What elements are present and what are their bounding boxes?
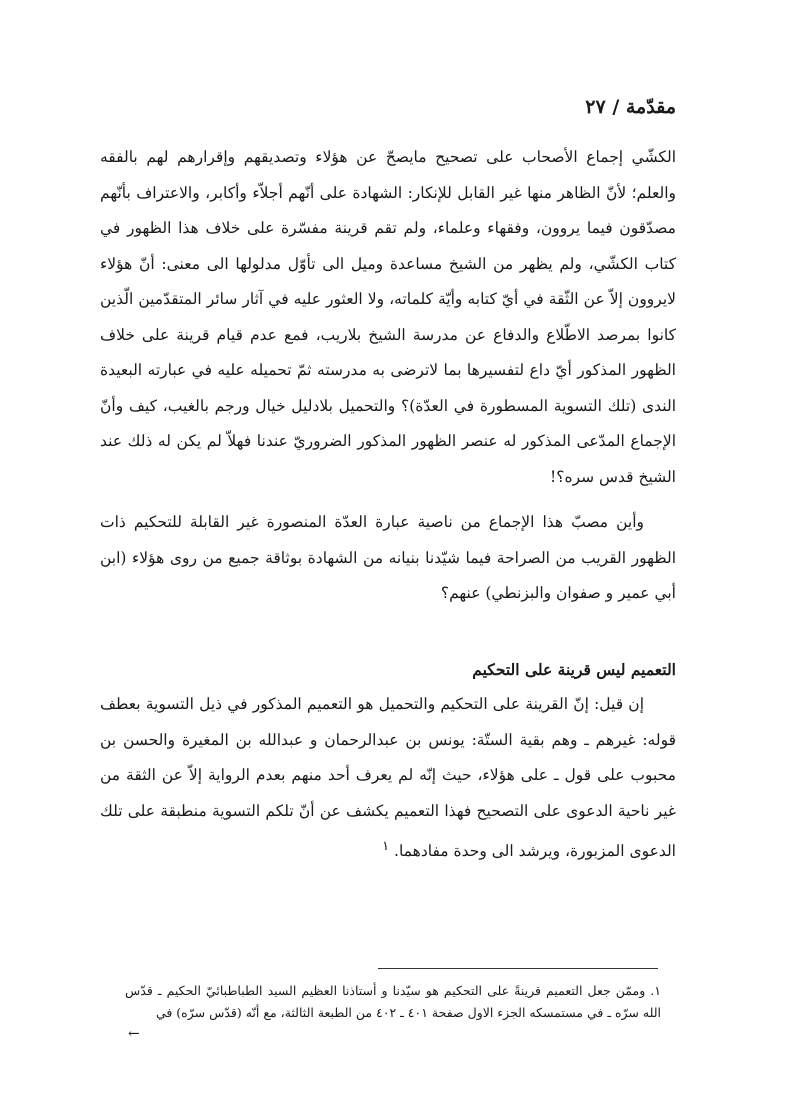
paragraph-1: الكشّي إجماع الأصحاب على تصحيح مايصحّ عن هؤلاء وتصديقهم وإقرارهم لهم بالفقه والعلم؛ لأنّ الظاهر منها غير القابل للإنكار: الشهادة على أنّهم أجلاّء وأكابر، والاعتراف بأنّهم مصدّقون فيما يروون، وفقهاء وعلماء، ولم تقم قرينة مفسّرة على خلاف هذا الظهور في كتاب الكشّي، ولم يظهر من الشيخ مساعدة وميل الى تأوّل مدلولها الى معنى: أنّ هؤلاء لايروون إلاّ عن الثّقة في أيّ كتابه وأيّة كلماته، ولا العثور عليه في آثار سائر المتقدّمين الّذين كانوا بمرصد الاطّلاع والدفاع عن مدرسة الشيخ بلاريب، فمع عدم قيام قرينة على خلاف الظهور المذكور أيّ داع لتفسيرها بما لاترضى به مدرسته ثمّ تحميله عليه في عبارته البعيدة الندى (تلك التسوية المسطورة في العدّة)؟ والتحميل بلادليل خيال ورجم بالغيب، كيف وأنّ الإجماع المدّعى المذكور له عنصر الظهور المذكور الضروريّ عندنا فهلاّ لم يكن له ذلك عند الشيخ قدس سره؟! <box>100 148 676 486</box>
section-heading: التعميم ليس قرينة على التحكيم <box>472 659 676 679</box>
footnote-ref[interactable]: ١ <box>382 839 390 854</box>
paragraph-2: وأين مصبّ هذا الإجماع من ناصية عبارة العدّة المنصورة غير القابلة للتحكيم ذات الظهور القريب من الصراحة فيما شيّدنا بنيانه من الشهادة بوثاقة جميع من روى هؤلاء (ابن أبي عمير و صفوان والبزنطي) عنهم؟ <box>100 513 676 602</box>
footnote-divider <box>378 968 658 969</box>
footnote-text: ١. وممّن جعل التعميم قرينةً على التحكيم هو سيّدنا و أستاذنا العظيم السيد الطباطبائيّ الحكيم ـ قدّس الله سرّه ـ في مستمسكه الجزء الاول صفحة ٤٠١ ـ ٤٠٢ من الطبعة الثالثة، مع أنّه (قدّس سرّه) في <box>125 983 661 1020</box>
footnote <box>125 980 661 1024</box>
section-text: إن قيل: إنّ القرينة على التحكيم والتحميل هو التعميم المذكور في ذيل التسوية بعطف قوله: غيرهم ـ وهم بقية الستّة: يونس بن عبدالرحمان و عبدالله بن المغيرة والحسن بن محبوب على قول ـ على هؤلاء، حيث إنّه لم يعرف أحد منهم بعدم الرواية إلاّ عن الثقة من غير ناحية الدعوى على التصحيح فهذا التعميم يكشف عن أنّ تلكم التسوية منطبقة على تلك الدعوى المزبورة، ويرشد الى وحدة مفادهما. <box>100 695 676 861</box>
section-paragraph <box>100 687 676 870</box>
continuation-arrow-icon: ← <box>128 1026 140 1042</box>
page-header: مقدّمة / ٢٧ <box>585 96 676 118</box>
main-text <box>100 140 676 870</box>
